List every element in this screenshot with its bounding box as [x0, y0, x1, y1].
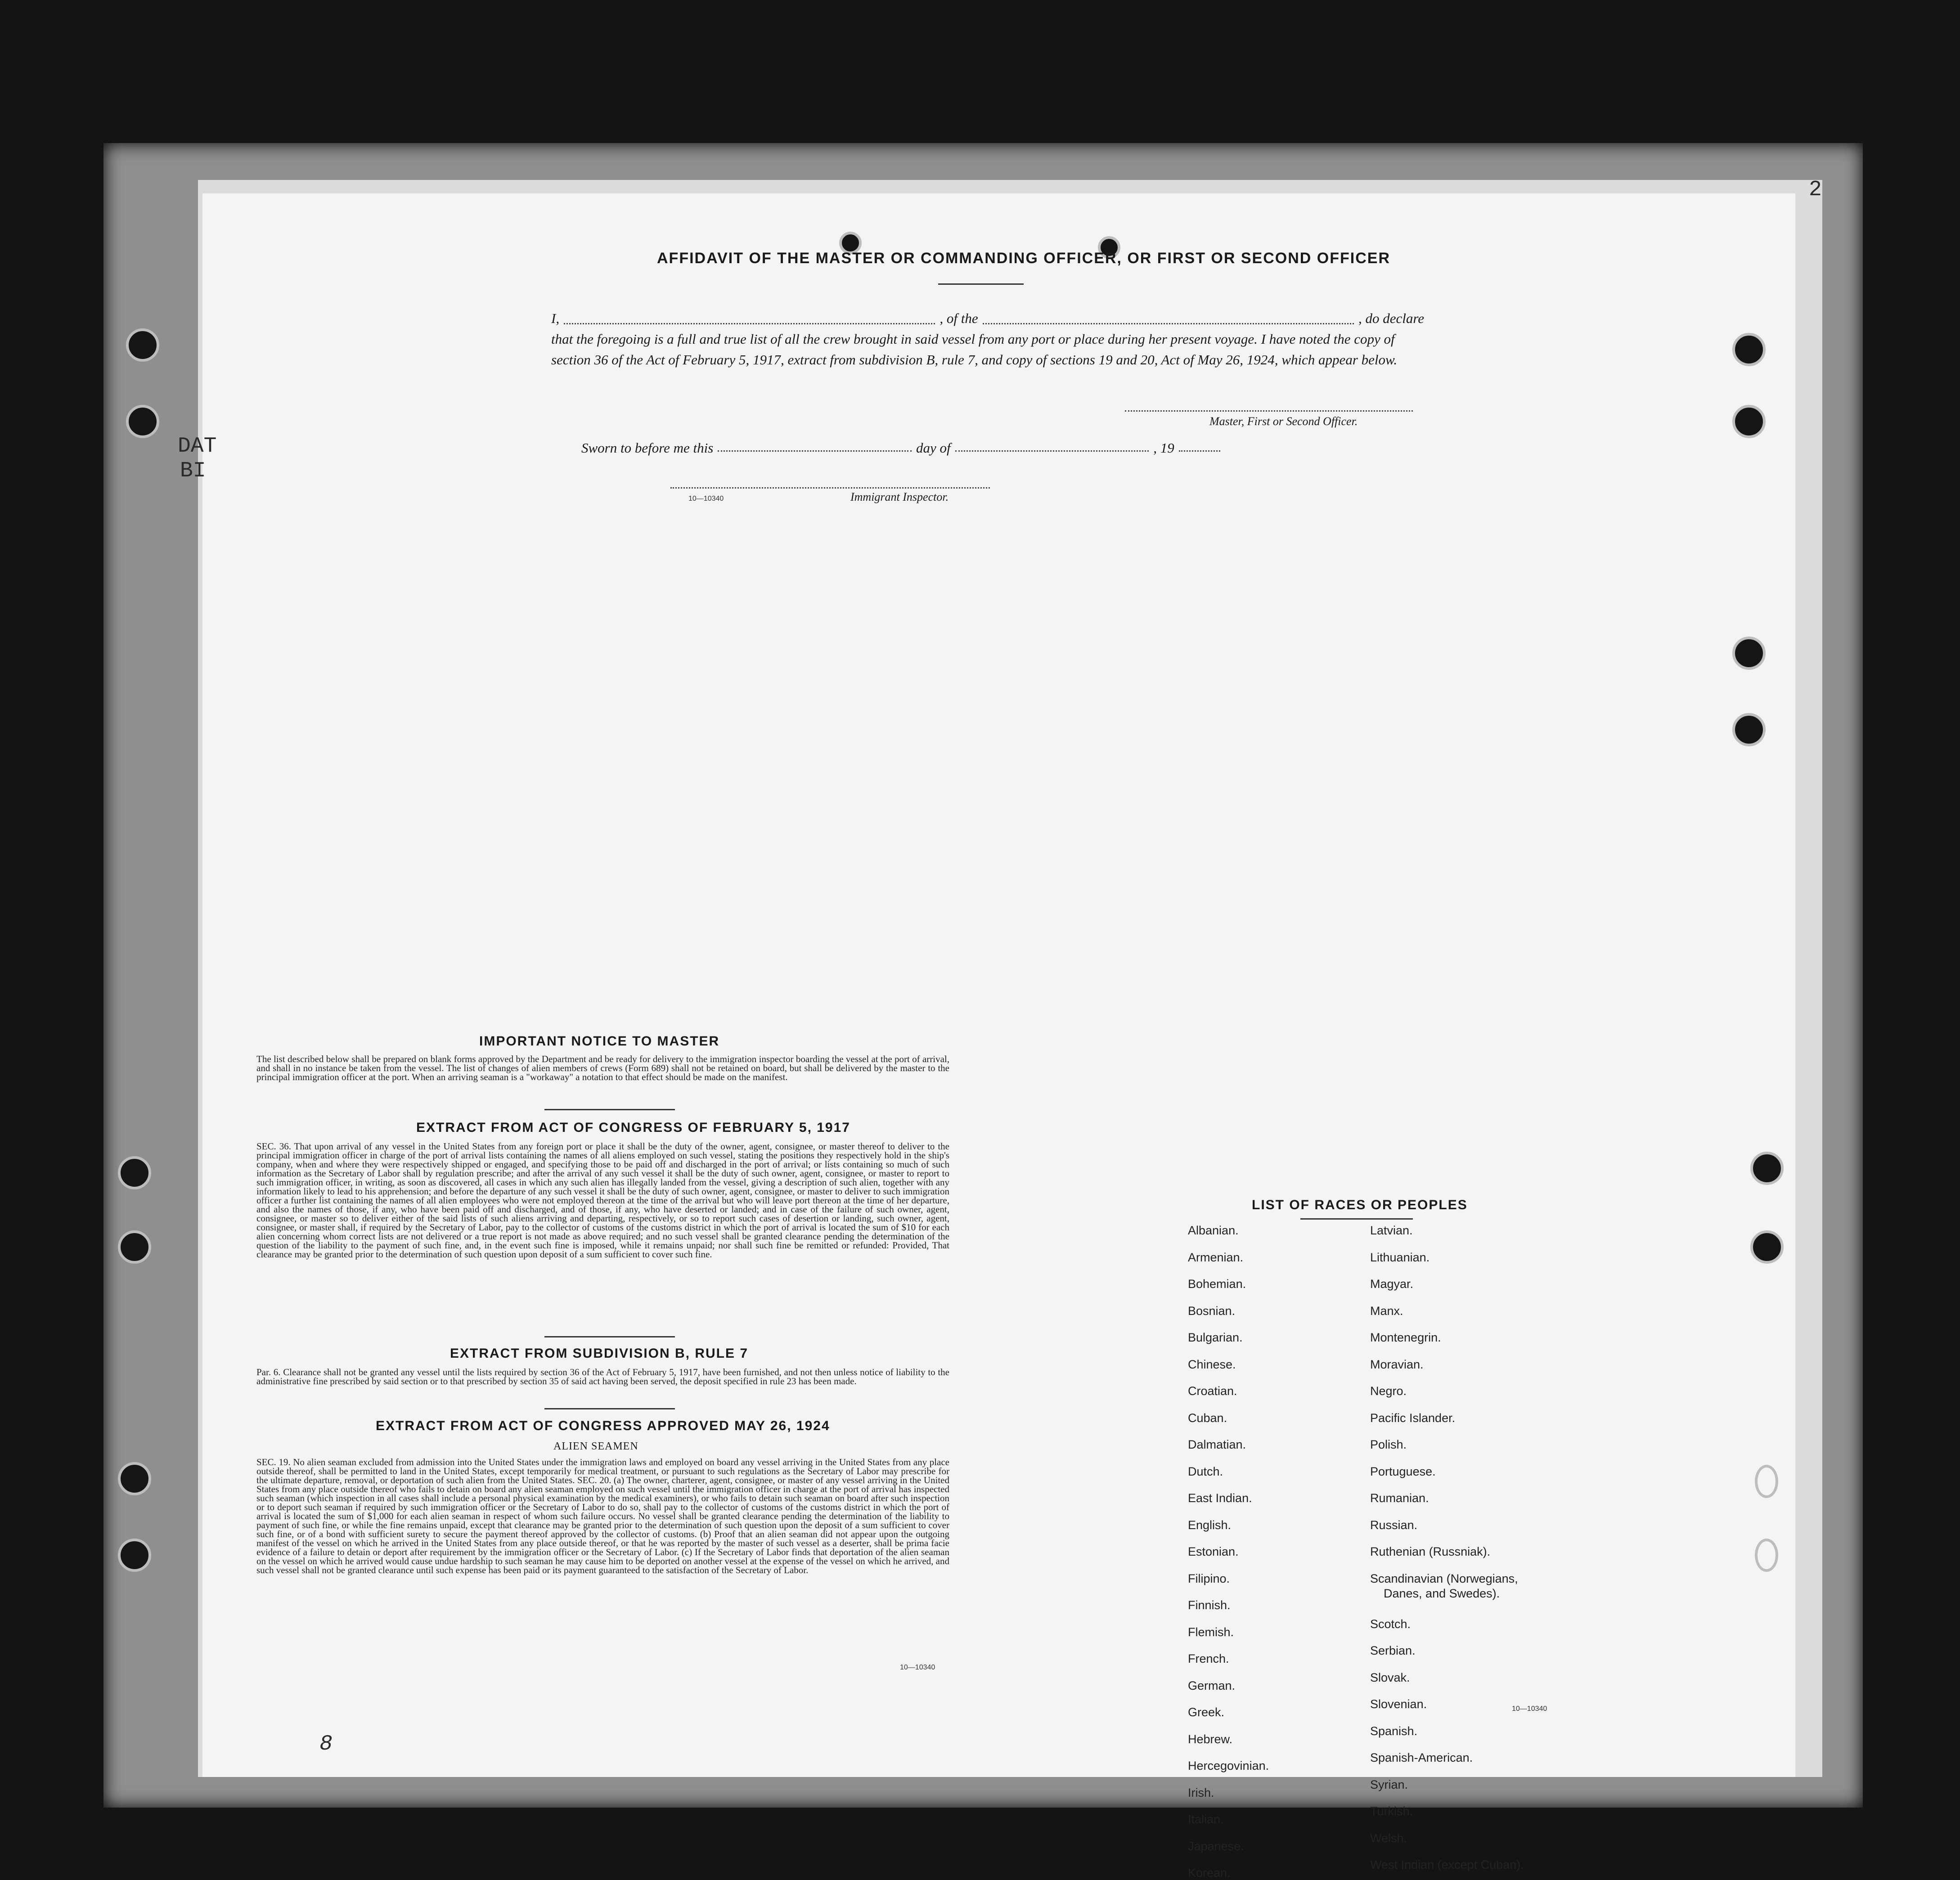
section-rule — [544, 1109, 675, 1110]
race-item: Slovenian. — [1370, 1697, 1427, 1711]
race-item: Filipino. — [1188, 1571, 1230, 1585]
extract-1924-text: SEC. 19. No alien seaman excluded from admission into the United States under the immigration laws and employed on board any vessel arriving in the United States from any place outside thereof, shall be permitted to land in the United States, except temporarily for medical treatment, or pursuant to such regulations as the Secretary of Labor may prescribe for the ultimate departure, removal, or deportation of such alien from the United States. SEC. 20. (a) The owner, charterer, agent, consignee, or master of any vessel arriving in the United States from any place outside thereof who fails to detain on board any alien seaman employed on such vessel until the immigration officer in charge at the port of arrival has inspected such seaman (which inspection in all cases shall include a personal physical examination by the medical examiners), or who fails to detain such seaman on board after such inspection or to deport such seaman if required by such immigration officer or the Secretary of Labor to do so, shall pay to the collector of customs of the customs district in which the port of arrival is located the sum of $1,000 for each alien seaman in respect of whom such failure occurs. No vessel shall be granted clearance pending the determination of the liability to payment of such fine, or while the fine remains unpaid, except that clearance may be granted prior to the determination of such question upon the deposit of a sum sufficient to cover such fine, or of a bond with sufficient surety to secure the payment thereof approved by the collector of customs. (b) Proof that an alien seaman did not appear upon the outgoing manifest of the vessel on which he arrived in the United States from any place outside thereof, or that he was reported by the master of such vessel as a deserter, shall be prima facie evidence of a failure to detain or deport after requirement by the immigration officer or the Secretary of Labor. (c) If the Secretary of Labor finds that deportation of the alien seaman on the vessel on which he arrived would cause undue hardship to such seaman he may cause him to be deported on another vessel at the expense of the vessel on which he arrived, and such vessel shall not be granted clearance until such expense has been paid or its payment guaranteed to the satisfaction of the Secretary of Labor. — [256, 1457, 949, 1575]
races-rule — [1300, 1218, 1413, 1220]
sworn-label: Sworn to before me this — [581, 440, 714, 456]
extract-form-number: 10—10340 — [900, 1664, 935, 1671]
section-rule — [544, 1408, 675, 1409]
race-item: Manx. — [1370, 1304, 1403, 1318]
race-item: Korean. — [1188, 1866, 1231, 1880]
margin-mark-top-right: 2 — [1809, 178, 1822, 202]
sworn-date-blank — [718, 440, 912, 452]
punch-hole — [118, 1539, 151, 1572]
inspector-signature-label: Immigrant Inspector. — [850, 490, 949, 503]
race-item: Scotch. — [1370, 1617, 1411, 1631]
affidavit-title: AFFIDAVIT OF THE MASTER OR COMMANDING OFFICER, OR FIRST OR SECOND OFFICER — [657, 250, 1390, 267]
race-item: Bosnian. — [1188, 1304, 1236, 1318]
declarant-name-blank — [564, 308, 935, 324]
of-the-label: , of the — [940, 310, 978, 326]
year-label: , 19 — [1153, 440, 1174, 456]
race-item: Irish. — [1188, 1786, 1214, 1799]
punch-hole — [118, 1230, 151, 1264]
races-form-number: 10—10340 — [1512, 1705, 1547, 1713]
punch-hole — [1755, 1539, 1778, 1572]
margin-mark-dat: DAT — [178, 434, 217, 458]
race-item: Chinese. — [1188, 1357, 1236, 1371]
declaration-body: that the foregoing is a full and true list of all the crew brought in said vessel from any port or place during her present voyage. I have noted the copy of section 36 of the Act of February 5, 1917, extract from subdivision B, rule 7, and copy of sections 19 and 20, Act of May 26, 1924, which appear below. — [551, 331, 1398, 368]
affidavit-page — [202, 193, 1795, 1880]
rule-7-text: Par. 6. Clearance shall not be granted any vessel until the lists required by section 36 of the Act of February 5, 1917, have been furnished, and not then unless notice of liability to the administrative fine prescribed by said section or to that prescribed by section 35 of said act having been served, the deposit specified in rule 23 has been made. — [256, 1367, 949, 1386]
race-item: Hercegovinian. — [1188, 1759, 1269, 1772]
race-item: Spanish. — [1370, 1724, 1418, 1738]
do-declare-label: , do declare — [1358, 310, 1425, 326]
race-item: Russian. — [1370, 1518, 1418, 1532]
extract-1917-title: EXTRACT FROM ACT OF CONGRESS OF FEBRUARY 5, 1917 — [416, 1120, 850, 1135]
affidavit-form-number: 10—10340 — [688, 495, 724, 503]
race-item: Magyar. — [1370, 1277, 1414, 1291]
sworn-line — [581, 440, 1225, 456]
race-item: Slovak. — [1370, 1670, 1410, 1684]
master-signature-label: Master, First or Second Officer. — [1209, 415, 1358, 428]
declaration-line — [551, 308, 1424, 329]
race-item: English. — [1188, 1518, 1232, 1532]
punch-hole — [1732, 405, 1766, 438]
race-item: Negro. — [1370, 1384, 1407, 1398]
race-item: Croatian. — [1188, 1384, 1237, 1398]
race-item: Lithuanian. — [1370, 1250, 1430, 1264]
race-item: Italian. — [1188, 1813, 1224, 1826]
race-item: Armenian. — [1188, 1250, 1244, 1264]
race-item: Syrian. — [1370, 1777, 1408, 1791]
race-item: Danes, and Swedes). — [1384, 1586, 1500, 1600]
race-item: Serbian. — [1370, 1644, 1416, 1658]
race-item: Pacific Islander. — [1370, 1411, 1456, 1425]
race-item: East Indian. — [1188, 1491, 1252, 1505]
inspector-signature-line — [670, 487, 990, 489]
race-item: Cuban. — [1188, 1411, 1227, 1425]
section-rule — [544, 1336, 675, 1337]
race-item: Estonian. — [1188, 1545, 1239, 1558]
punch-hole — [1750, 1152, 1784, 1185]
vessel-name-blank — [983, 308, 1354, 324]
race-item: Spanish-American. — [1370, 1751, 1473, 1765]
race-item: Ruthenian (Russniak). — [1370, 1545, 1491, 1558]
race-item: Portuguese. — [1370, 1464, 1436, 1478]
extract-1917-text: SEC. 36. That upon arrival of any vessel in the United States from any foreign port or place it shall be the duty of the owner, agent, consignee, or master thereof to deliver to the principal immigration officer in charge of the port of arrival lists containing the names of all aliens employed on such vessel, stating the positions they respectively hold in the ship's company, when and where they were respectively shipped or engaged, and specifying those to be paid off and discharged in the port of arrival; or lists containing so much of such information as the Secretary of Labor shall by regulation prescribe; and after the arrival of any such vessel it shall be the duty of such owner, agent, consignee, or master to report to such immigration officer, in writing, as soon as discovered, all cases in which any such alien has illegally landed from the vessel, giving a description of such alien, together with any information likely to lead to his apprehension; and before the departure of any such vessel it shall be the duty of such owner, agent, consignee, or master to deliver to such immigration officer a further list containing the names of all alien employees who were not employed thereon at the time of the arrival but who will leave port thereon at the time of her departure, and also the names of those, if any, who have been paid off and discharged, and of those, if any, who have deserted or landed; and in case of the failure of such owner, agent, consignee, or master so to deliver either of the said lists of such aliens arriving and departing, respectively, or so to report such cases of desertion or landing, such owner, agent, consignee, or master shall, if required by the Secretary of Labor, pay to the collector of customs of the customs district in which the port of arrival is located the sum of $10 for each alien concerning whom correct lists are not delivered or a true report is not made as above required; and no such vessel shall be granted clearance pending the determination of the question of the liability to the payment of such fine, and, in the event such fine is imposed, while it remains unpaid; nor shall such fine be remitted or refunded: Provided, That clearance may be granted prior to the determination of such question upon deposit of a sum sufficient to cover such fine. — [256, 1141, 949, 1260]
rule-7-title: EXTRACT FROM SUBDIVISION B, RULE 7 — [450, 1346, 749, 1361]
punch-hole — [126, 328, 159, 362]
race-item: Hebrew. — [1188, 1732, 1233, 1746]
margin-mark-bi: BI — [180, 459, 206, 483]
race-item: West Indian (except Cuban). — [1370, 1858, 1524, 1872]
race-item: German. — [1188, 1678, 1236, 1692]
title-rule — [938, 283, 1024, 285]
punch-hole — [1732, 637, 1766, 670]
master-signature-line — [1125, 410, 1413, 412]
punch-hole — [1755, 1465, 1778, 1498]
notice-title: IMPORTANT NOTICE TO MASTER — [479, 1034, 720, 1049]
race-item: Japanese. — [1188, 1839, 1244, 1853]
race-item: Bohemian. — [1188, 1277, 1246, 1291]
race-item: French. — [1188, 1652, 1229, 1665]
declaration-block — [551, 308, 1424, 370]
race-item: Dalmatian. — [1188, 1438, 1246, 1451]
race-item: Scandinavian (Norwegians, — [1370, 1571, 1518, 1585]
race-item: Moravian. — [1370, 1357, 1424, 1371]
race-item: Turkish. — [1370, 1804, 1413, 1818]
race-item: Latvian. — [1370, 1224, 1413, 1237]
race-item: Dutch. — [1188, 1464, 1223, 1478]
extract-1924-title: EXTRACT FROM ACT OF CONGRESS APPROVED MAY 26, 1924 — [376, 1418, 830, 1433]
punch-hole — [1732, 713, 1766, 746]
sworn-month-blank — [955, 440, 1149, 452]
declarant-prefix: I, — [551, 310, 560, 326]
punch-hole — [1750, 1230, 1784, 1264]
race-item: Polish. — [1370, 1438, 1407, 1451]
race-item: Welsh. — [1370, 1831, 1407, 1845]
punch-hole — [126, 405, 159, 438]
punch-hole — [118, 1156, 151, 1189]
sworn-year-blank — [1179, 440, 1220, 452]
punch-hole — [118, 1462, 151, 1495]
margin-mark-bottom: 8 — [319, 1732, 333, 1756]
alien-seamen-subtitle: ALIEN SEAMEN — [553, 1440, 638, 1452]
day-of-label: day of — [916, 440, 951, 456]
race-item: Flemish. — [1188, 1625, 1234, 1639]
race-item: Albanian. — [1188, 1224, 1239, 1237]
race-item: Montenegrin. — [1370, 1331, 1441, 1344]
race-item: Greek. — [1188, 1705, 1225, 1719]
races-title: LIST OF RACES OR PEOPLES — [1252, 1198, 1468, 1212]
race-item: Finnish. — [1188, 1598, 1231, 1612]
race-item: Rumanian. — [1370, 1491, 1429, 1505]
notice-text: The list described below shall be prepared on blank forms approved by the Department and be ready for delivery to the immigration inspector boarding the vessel at the port of arrival, and shall in no instance be taken from the vessel. The list of changes of alien members of crews (Form 689) shall not be retained on board, but shall be delivered by the master to the principal immigration officer at the port. When an arriving seaman is a "workaway" a notation to that effect should be made on the manifest. — [256, 1054, 949, 1082]
punch-hole — [1732, 333, 1766, 366]
race-item: Bulgarian. — [1188, 1331, 1243, 1344]
